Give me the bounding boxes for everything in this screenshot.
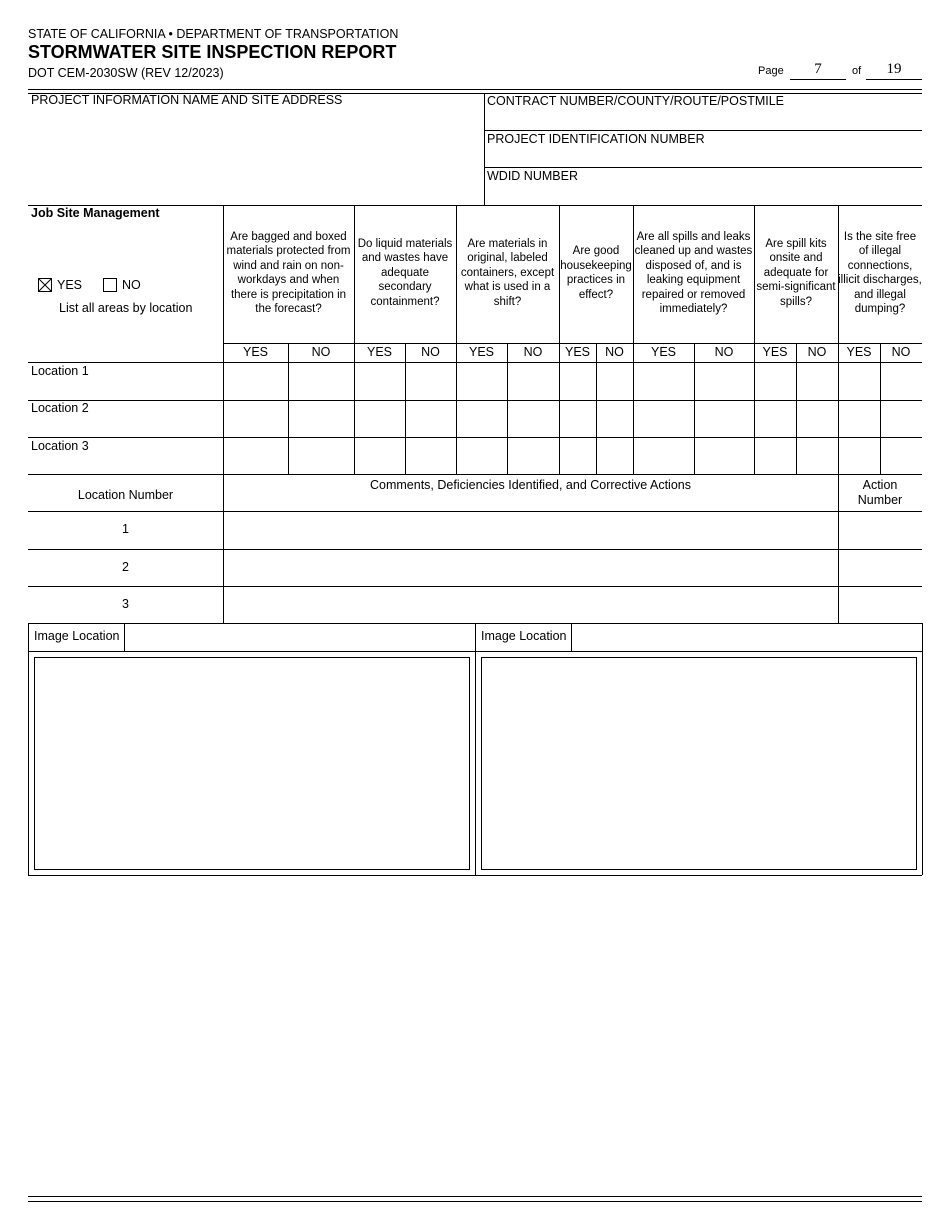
q2-no-header: NO — [421, 345, 440, 359]
q3-no-header: NO — [523, 345, 543, 359]
check-x-icon — [39, 279, 51, 291]
yes-label: YES — [57, 278, 83, 292]
question-7: Is the site free of illegal connections, illicit discharges, and illegal dumping? — [838, 230, 922, 315]
q3-yes-header: YES — [468, 345, 494, 359]
page-label: Page — [758, 65, 784, 77]
action-number-header: Action Number — [857, 478, 903, 507]
form-id: DOT CEM-2030SW (REV 12/2023) — [28, 66, 224, 80]
image-location-left-field[interactable] — [125, 624, 474, 650]
question-2: Do liquid materials and wastes have adequate secondary containment? — [357, 237, 453, 308]
q1-yes-header: YES — [242, 345, 268, 359]
comment-row-1-number: 1 — [122, 522, 129, 536]
list-areas-instruction: List all areas by location — [59, 301, 193, 315]
q6-no-header: NO — [807, 345, 827, 359]
q6-yes-header: YES — [762, 345, 788, 359]
question-5: Are all spills and leaks cleaned up and wastes disposed of, and is leaking equipment repaired or removed immediately? — [634, 230, 753, 315]
image-location-left-label: Image Location — [34, 629, 120, 643]
no-checkbox[interactable] — [103, 278, 117, 292]
question-4: Are good housekeeping practices in effect? — [560, 245, 632, 301]
image-location-right-field[interactable] — [572, 624, 921, 650]
location-1-label: Location 1 — [31, 364, 89, 378]
of-label: of — [852, 65, 862, 77]
job-site-heading: Job Site Management — [31, 206, 160, 220]
form-title: STORMWATER SITE INSPECTION REPORT — [28, 42, 397, 62]
comment-row-3-number: 3 — [122, 597, 129, 611]
wdid-label: WDID NUMBER — [487, 169, 578, 183]
comment-row-2-number: 2 — [122, 560, 129, 574]
question-1: Are bagged and boxed materials protected from wind and rain on non-workdays and when there is precipitation in the forecast? — [226, 230, 351, 315]
question-3: Are materials in original, labeled containers, except what is used in a shift? — [460, 237, 555, 308]
agency-line: STATE OF CALIFORNIA • DEPARTMENT OF TRANSPORTATION — [28, 27, 399, 41]
comments-header: Comments, Deficiencies Identified, and Corrective Actions — [370, 478, 691, 492]
question-6: Are spill kits onsite and adequate for semi-significant spills? — [756, 237, 836, 308]
q4-no-header: NO — [605, 345, 624, 359]
project-info-label: PROJECT INFORMATION NAME AND SITE ADDRESS — [31, 93, 343, 107]
image-frame-right[interactable] — [481, 657, 917, 870]
image-frame-left[interactable] — [34, 657, 470, 870]
location-number-header: Location Number — [77, 488, 174, 502]
location-2-label: Location 2 — [31, 401, 89, 415]
q1-no-header: NO — [311, 345, 331, 359]
q7-no-header: NO — [891, 345, 911, 359]
q7-yes-header: YES — [846, 345, 872, 359]
no-label: NO — [122, 278, 141, 292]
q4-yes-header: YES — [564, 345, 590, 359]
image-location-right-label: Image Location — [481, 629, 567, 643]
page-total-field[interactable]: 19 — [886, 61, 902, 77]
q2-yes-header: YES — [366, 345, 392, 359]
contract-number-label: CONTRACT NUMBER/COUNTY/ROUTE/POSTMILE — [487, 94, 785, 108]
yes-checkbox[interactable] — [38, 278, 52, 292]
page-number-field[interactable]: 7 — [814, 61, 822, 77]
location-3-label: Location 3 — [31, 439, 89, 453]
q5-no-header: NO — [714, 345, 734, 359]
q5-yes-header: YES — [650, 345, 676, 359]
project-id-label: PROJECT IDENTIFICATION NUMBER — [487, 132, 705, 146]
